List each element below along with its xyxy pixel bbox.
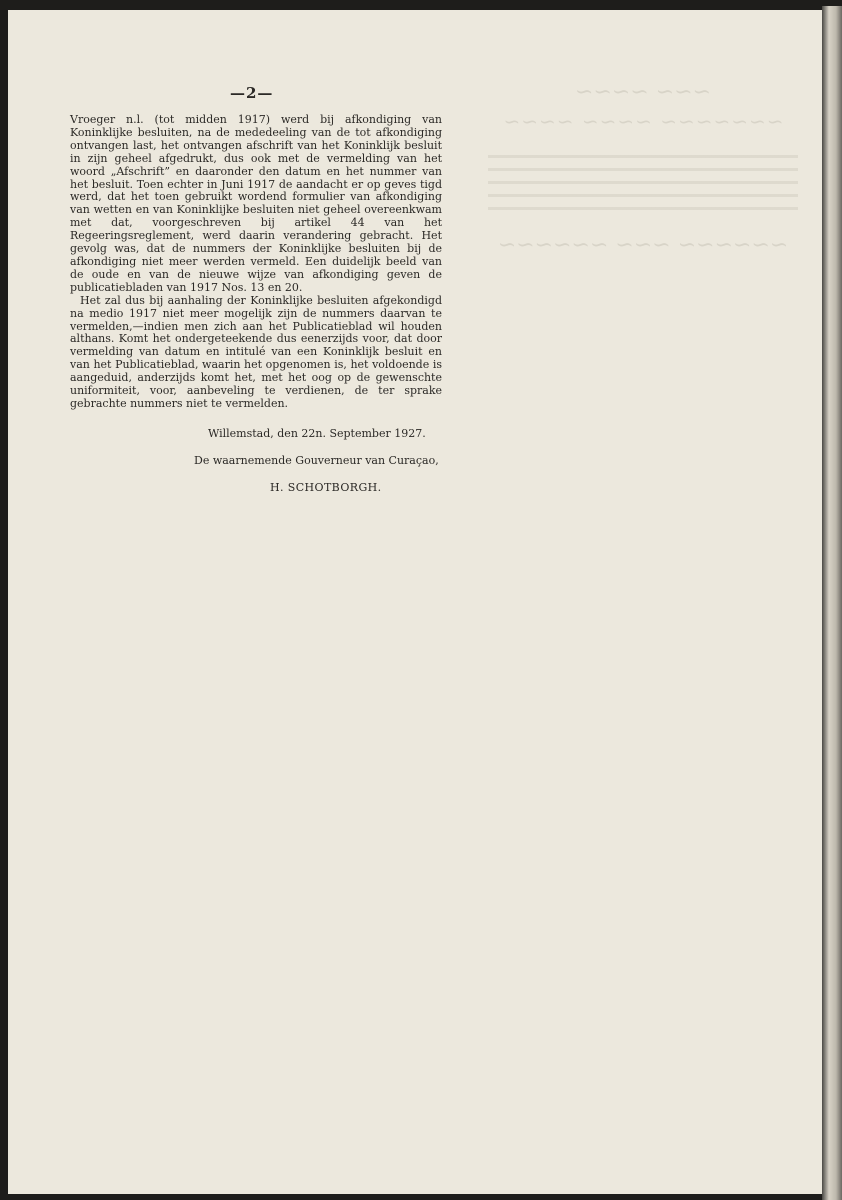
signatory-role: De waarnemende Gouverneur van Curaçao,	[194, 454, 439, 467]
paragraph: Het zal dus bij aanhaling der Koninklijke besluiten afgekondigd na medio 1917 niet meer mogelijk zijn de nummers daarvan te vermelden,—indien men zich aan het Publicatieblad wil houden althans. Komt het ondergeteekende dus eenerzijds voor, dat door vermelding van datum en intitulé van een Koninklijk besluit en van het Publicatieblad, waarin het opgenomen is, het voldoende is aangeduid, anderzijds komt het, met het oog op de gewenschte uniformiteit, voor, aanbeveling te verdienen, de ter sprake gebrachte nummers niet te vermelden.	[70, 293, 442, 410]
page-number: —2—	[230, 84, 274, 102]
document-page	[8, 10, 822, 1194]
signatory-name: H. SCHOTBORGH.	[270, 481, 382, 494]
paragraph: Vroeger n.l. (tot midden 1917) werd bij afkondiging van Koninklijke besluiten, na de mededeeling van de tot afkondiging ontvangen last, het ontvangen afschrift van het Koninklijk besluit in zijn geheel afgedrukt, dus ook met de vermelding van het woord „Afschrift” en daaronder den datum en het nummer van het besluit. Toen echter in Juni 1917 de aandacht er op geves tigd werd, dat het toen gebruikt wordend formulier van afkondiging van wetten en van Koninklijke besluiten niet geheel overeenkwam met dat, voorgeschreven bij artikel 44 van het Regeeringsreglement, werd daarin verandering gebracht. Het gevolg was, dat de nummers der Koninklijke besluiten bij de afkondiging niet meer werden vermeld. Een duidelijk beeld van de oude en van de nieuwe wijze van afkondiging geven de publicatiebladen van 1917 Nos. 13 en 20.	[70, 113, 442, 294]
place-and-date: Willemstad, den 22n. September 1927.	[208, 427, 426, 440]
page-edge-binding	[822, 6, 842, 1200]
body-text	[70, 114, 442, 411]
bleed-through-text: ~~~ ~~~~ ~~~~~~~ ~~~~ ~~~~ ~~~~~~ ~~~ ~~~~~~	[478, 80, 808, 258]
